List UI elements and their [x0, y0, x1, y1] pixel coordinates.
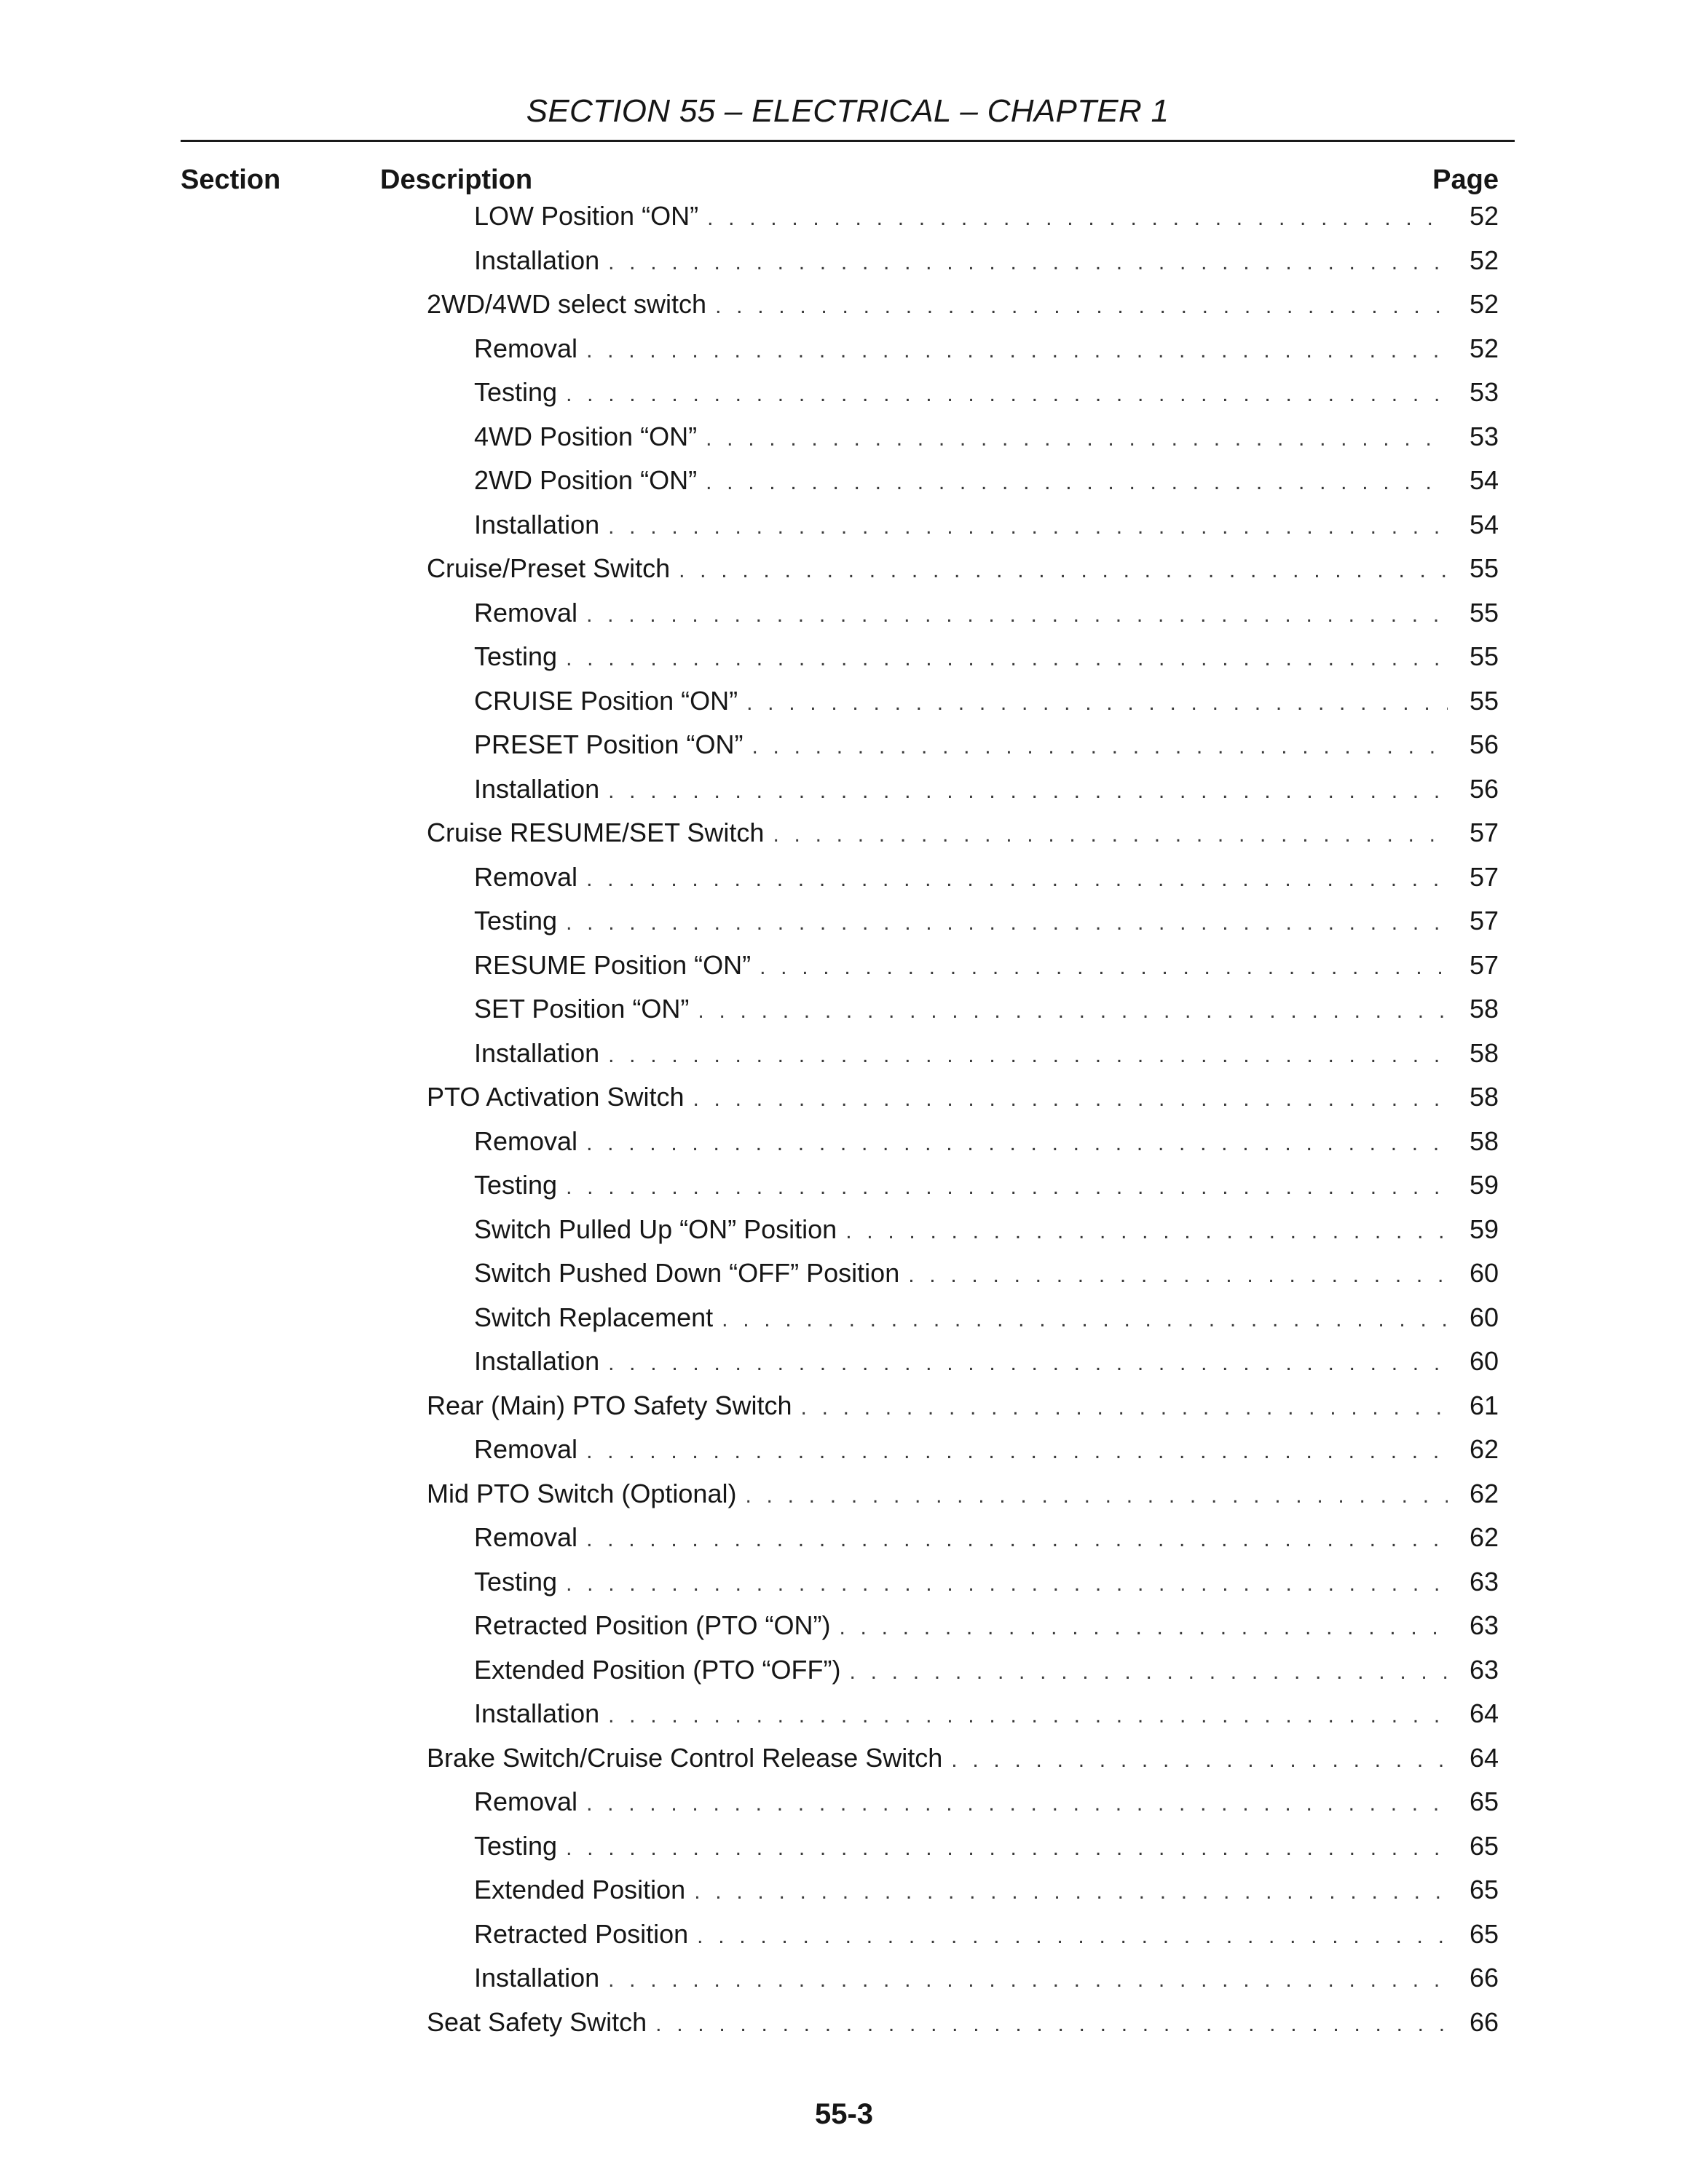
toc-entry-label: Rear (Main) PTO Safety Switch — [427, 1390, 792, 1420]
toc-entry-page: 55 — [1469, 641, 1499, 671]
dot-leader — [586, 1131, 1448, 1156]
dot-leader — [586, 339, 1448, 363]
toc-entry-page: 60 — [1469, 1302, 1499, 1332]
toc-entry-page: 52 — [1469, 245, 1499, 275]
toc-entry-page: 53 — [1469, 377, 1499, 407]
toc-entry-page: 65 — [1469, 1875, 1499, 1904]
dot-leader — [586, 1792, 1448, 1816]
toc-entry-page: 56 — [1469, 773, 1499, 804]
toc-entry-page: 55 — [1469, 685, 1499, 716]
toc-entry-label: Removal — [474, 333, 578, 363]
toc-entry — [474, 686, 1499, 730]
dot-leader — [586, 867, 1448, 892]
page-number: 55-3 — [814, 2098, 874, 2130]
toc-entry-page: 52 — [1469, 333, 1499, 363]
toc-entry-page: 55 — [1469, 597, 1499, 628]
dot-leader — [586, 1527, 1448, 1552]
toc-entry-label: SET Position “ON” — [474, 994, 690, 1024]
toc-entry-page: 59 — [1469, 1170, 1499, 1200]
dot-leader — [745, 1484, 1448, 1508]
toc-entry-page: 66 — [1469, 1963, 1499, 1993]
toc-entry-page: 57 — [1469, 818, 1499, 847]
toc-entry — [474, 1655, 1499, 1699]
toc-entry-page: 53 — [1469, 421, 1499, 451]
toc-entry — [474, 510, 1499, 554]
dot-leader — [839, 1615, 1448, 1640]
dot-leader — [706, 427, 1448, 451]
toc-entry-label: Cruise RESUME/SET Switch — [427, 818, 765, 847]
toc-entry-label: Extended Position (PTO “OFF”) — [474, 1654, 841, 1685]
toc-entry-page: 62 — [1469, 1434, 1499, 1464]
toc-entry — [427, 1082, 1499, 1126]
toc-entry-page: 64 — [1469, 1698, 1499, 1728]
toc-entry-page: 55 — [1469, 553, 1499, 583]
toc-entry — [474, 333, 1499, 378]
dot-leader — [566, 1836, 1448, 1861]
dot-leader — [566, 646, 1448, 671]
toc-entry-label: Installation — [474, 509, 600, 539]
toc-entry — [474, 1567, 1499, 1611]
column-header-page: Page — [1432, 165, 1499, 195]
dot-leader — [850, 1660, 1448, 1685]
toc-entry — [474, 1346, 1499, 1390]
toc-entry-label: Switch Pushed Down “OFF” Position — [474, 1258, 900, 1288]
toc-entry-label: 2WD/4WD select switch — [427, 289, 707, 319]
toc-entry — [474, 1963, 1499, 2007]
dot-leader — [706, 470, 1448, 495]
toc-entry — [474, 774, 1499, 818]
toc-entry-page: 54 — [1469, 465, 1499, 495]
toc-entry-label: Removal — [474, 1434, 578, 1464]
toc-entry-label: Testing — [474, 1830, 558, 1861]
toc-entry-label: Switch Replacement — [474, 1302, 714, 1332]
toc-entry-label: RESUME Position “ON” — [474, 949, 752, 980]
dot-leader — [693, 1087, 1448, 1112]
toc-entry-label: Retracted Position — [474, 1918, 689, 1949]
toc-entry-label: Mid PTO Switch (Optional) — [427, 1478, 737, 1508]
page-header — [181, 92, 1515, 142]
toc-entry — [474, 245, 1499, 290]
dot-leader — [752, 735, 1448, 759]
column-header-description: Description — [380, 165, 533, 195]
toc-entry-page: 57 — [1469, 906, 1499, 935]
toc-entry — [474, 1698, 1499, 1743]
toc-entry — [474, 1522, 1499, 1567]
toc-entry-label: Testing — [474, 1170, 558, 1200]
toc-entry-page: 65 — [1469, 1918, 1499, 1949]
toc-entry-page: 58 — [1469, 994, 1499, 1024]
dot-leader — [608, 779, 1448, 804]
dot-leader — [655, 2012, 1448, 2037]
toc-entry-label: Removal — [474, 861, 578, 892]
toc-entry-label: 4WD Position “ON” — [474, 421, 698, 451]
toc-entry — [474, 1919, 1499, 1963]
toc-entry — [474, 641, 1499, 686]
dot-leader — [722, 1307, 1448, 1332]
dot-leader — [707, 206, 1448, 231]
dot-leader — [586, 1439, 1448, 1464]
toc-entry-page: 62 — [1469, 1522, 1499, 1552]
toc-entry-label: Removal — [474, 1787, 578, 1816]
dot-leader — [586, 603, 1448, 628]
dot-leader — [845, 1219, 1448, 1244]
dot-leader — [566, 382, 1448, 407]
column-header-section: Section — [181, 165, 281, 195]
toc-entry — [474, 729, 1499, 774]
dot-leader — [951, 1748, 1448, 1773]
toc-entry-label: PRESET Position “ON” — [474, 729, 744, 759]
toc-entry — [427, 2007, 1499, 2052]
dot-leader — [679, 558, 1448, 583]
toc-entry-label: Extended Position — [474, 1875, 686, 1904]
toc-entry-label: Brake Switch/Cruise Control Release Switch — [427, 1742, 943, 1773]
toc-entry — [474, 201, 1499, 245]
toc-entry — [427, 1390, 1499, 1435]
toc-entry-label: 2WD Position “ON” — [474, 465, 698, 495]
toc-entry-page: 63 — [1469, 1566, 1499, 1597]
toc-entry — [474, 1787, 1499, 1831]
toc-entry — [474, 1170, 1499, 1214]
dot-leader — [746, 691, 1448, 716]
toc-entry-page: 65 — [1469, 1830, 1499, 1861]
toc-entry — [474, 1610, 1499, 1655]
toc-entry — [427, 289, 1499, 333]
toc-entry-page: 58 — [1469, 1082, 1499, 1112]
toc-entry — [474, 1434, 1499, 1479]
toc-entry-page: 57 — [1469, 949, 1499, 980]
dot-leader — [608, 1043, 1448, 1068]
toc-entry-page: 54 — [1469, 509, 1499, 539]
dot-leader — [697, 1924, 1448, 1949]
dot-leader — [698, 999, 1448, 1024]
toc-entry — [474, 465, 1499, 510]
toc-entry-page: 56 — [1469, 729, 1499, 759]
toc-entry-label: Removal — [474, 1125, 578, 1156]
toc-entry-label: Removal — [474, 597, 578, 628]
toc-entry-label: Seat Safety Switch — [427, 2006, 647, 2037]
toc-entry — [427, 1743, 1499, 1787]
toc-entry-label: Testing — [474, 377, 558, 407]
toc-entry-page: 66 — [1469, 2006, 1499, 2037]
toc-entry-label: Switch Pulled Up “ON” Position — [474, 1214, 837, 1244]
toc-entry — [474, 1875, 1499, 1919]
dot-leader — [566, 1175, 1448, 1200]
toc-entry — [474, 1258, 1499, 1302]
dot-leader — [608, 1351, 1448, 1376]
toc-entry-label: Installation — [474, 773, 600, 804]
toc-entry — [427, 818, 1499, 862]
toc-entry-page: 60 — [1469, 1258, 1499, 1288]
toc-entry-page: 62 — [1469, 1478, 1499, 1508]
toc-entry-page: 61 — [1469, 1390, 1499, 1420]
toc-entry-page: 63 — [1469, 1654, 1499, 1685]
dot-leader — [566, 1572, 1448, 1597]
toc-entry-page: 52 — [1469, 289, 1499, 319]
toc-entry-label: Testing — [474, 906, 558, 935]
toc-entry-label: Installation — [474, 1963, 600, 1993]
toc-entry — [474, 906, 1499, 950]
toc-entry — [474, 598, 1499, 642]
toc-entry — [474, 950, 1499, 994]
toc-entry-page: 64 — [1469, 1742, 1499, 1773]
dot-leader — [694, 1880, 1448, 1904]
page-title: SECTION 55 – ELECTRICAL – CHAPTER 1 — [526, 93, 1170, 129]
dot-leader — [760, 955, 1448, 980]
toc-entry — [474, 377, 1499, 422]
table-of-contents — [0, 201, 1688, 2051]
toc-entry-page: 52 — [1469, 201, 1499, 231]
toc-entry-page: 59 — [1469, 1214, 1499, 1244]
toc-entry — [427, 553, 1499, 598]
toc-entry-label: Cruise/Preset Switch — [427, 553, 671, 583]
toc-entry — [474, 862, 1499, 906]
toc-entry-page: 57 — [1469, 861, 1499, 892]
dot-leader — [608, 250, 1448, 275]
toc-entry — [474, 422, 1499, 466]
toc-entry — [474, 1302, 1499, 1347]
toc-entry-label: Testing — [474, 641, 558, 671]
dot-leader — [715, 294, 1448, 319]
toc-entry — [474, 1126, 1499, 1171]
toc-entry-page: 65 — [1469, 1787, 1499, 1816]
toc-entry-page: 60 — [1469, 1346, 1499, 1376]
dot-leader — [566, 911, 1448, 935]
dot-leader — [608, 515, 1448, 539]
toc-entry-label: Installation — [474, 1346, 600, 1376]
toc-entry-label: Installation — [474, 1037, 600, 1068]
dot-leader — [801, 1396, 1448, 1420]
toc-entry-label: PTO Activation Switch — [427, 1082, 685, 1112]
toc-entry — [427, 1479, 1499, 1523]
toc-entry — [474, 1038, 1499, 1083]
toc-entry-page: 58 — [1469, 1037, 1499, 1068]
dot-leader — [908, 1263, 1448, 1288]
toc-entry-page: 63 — [1469, 1610, 1499, 1640]
toc-entry-label: CRUISE Position “ON” — [474, 685, 738, 716]
toc-entry — [474, 994, 1499, 1038]
toc-entry-label: LOW Position “ON” — [474, 201, 699, 231]
toc-entry — [474, 1214, 1499, 1259]
toc-entry-label: Installation — [474, 245, 600, 275]
toc-entry-label: Testing — [474, 1566, 558, 1597]
toc-entry-label: Installation — [474, 1698, 600, 1728]
toc-entry — [474, 1831, 1499, 1875]
toc-entry-page: 58 — [1469, 1125, 1499, 1156]
dot-leader — [608, 1704, 1448, 1728]
toc-entry-label: Retracted Position (PTO “ON”) — [474, 1610, 831, 1640]
toc-entry-label: Removal — [474, 1522, 578, 1552]
dot-leader — [773, 823, 1448, 847]
dot-leader — [608, 1968, 1448, 1993]
